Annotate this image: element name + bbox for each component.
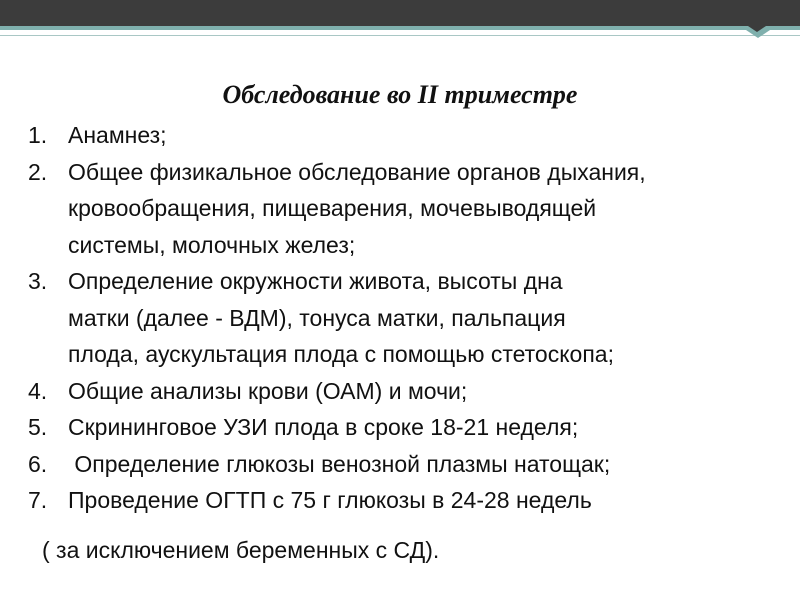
list-item — [28, 373, 788, 410]
corner-chevron-inner-icon — [748, 26, 766, 32]
list-item — [28, 263, 788, 373]
list-item — [28, 117, 788, 154]
list-item — [28, 446, 788, 483]
examination-list — [28, 117, 788, 519]
list-item-number: 7. — [28, 487, 48, 513]
list-item-text: Проведение ОГТП с 75 г глюкозы в 24-28 недель — [68, 487, 592, 513]
list-item-number: 1. — [28, 122, 48, 148]
list-item-number: 4. — [28, 377, 48, 404]
slide-title: Обследование во II триместре — [222, 80, 578, 109]
list-footnote: ( за исключением беременных с СД). — [42, 537, 440, 563]
list-item — [28, 154, 788, 264]
list-item-text: системы, молочных желез; — [68, 231, 356, 258]
list-item-number: 5. — [28, 414, 48, 440]
list-item-text: кровообращения, пищеварения, мочевыводящей — [68, 195, 597, 221]
slide-divider-line — [0, 35, 800, 36]
list-item-text: Определение окружности живота, высоты дна — [68, 268, 563, 294]
list-item-text: Анамнез; — [68, 122, 167, 148]
list-item — [28, 409, 788, 446]
list-item-text: Общие анализы крови (ОАМ) и мочи; — [68, 377, 468, 404]
list-item-number: 2. — [28, 158, 48, 185]
list-item-text: Общее физикальное обследование органов дыхания, — [68, 158, 646, 185]
list-item-number: 6. — [28, 450, 48, 477]
list-item-text: Скрининговое УЗИ плода в сроке 18-21 неделя; — [68, 414, 579, 440]
list-item-text: Определение глюкозы венозной плазмы натощак; — [68, 450, 611, 477]
slide-header-bar — [0, 0, 800, 26]
list-item-text: плода, аускультация плода с помощью стетоскопа; — [68, 341, 614, 367]
list-item-text: матки (далее - ВДМ), тонуса матки, пальпация — [68, 304, 566, 331]
slide-accent-stripe — [0, 26, 800, 30]
list-item-number: 3. — [28, 268, 48, 294]
list-item — [28, 482, 788, 519]
